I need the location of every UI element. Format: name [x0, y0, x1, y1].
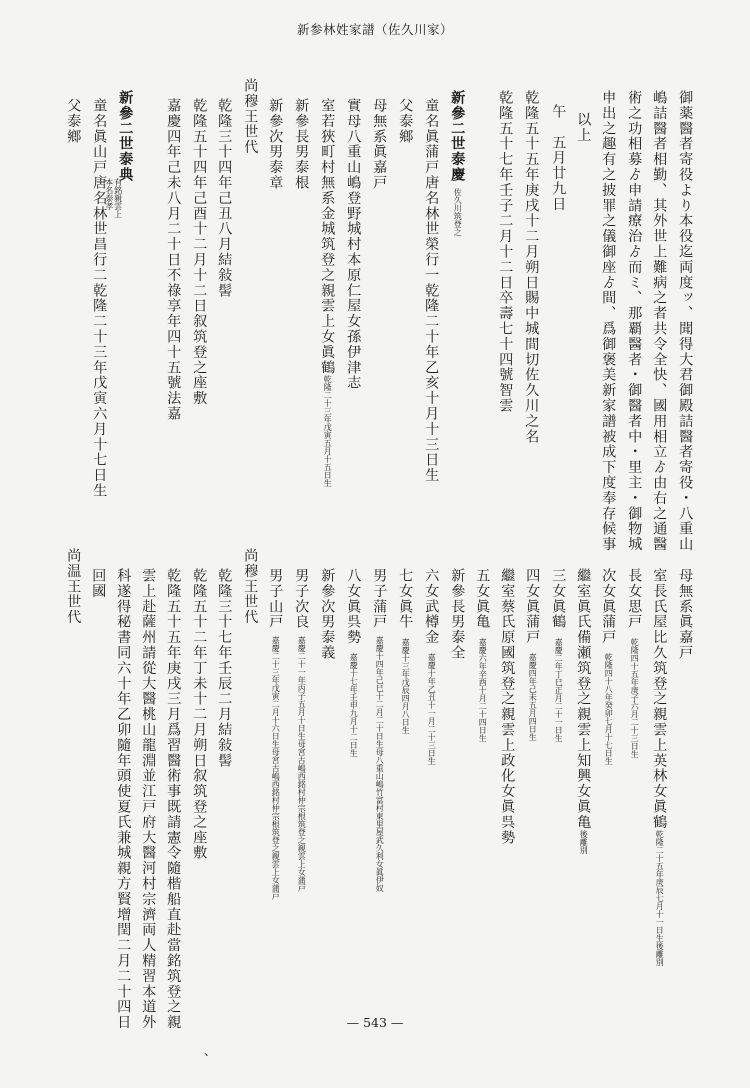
text-column	[424, 568, 438, 765]
text-column: 父泰鄉	[65, 98, 82, 145]
text-column: 乾隆五十七年壬子二月十二日卒壽七十四號智雲	[497, 90, 514, 414]
text-column: 嶋詰醫者相勤、其外世上難病之者共令全快、國用相立ゟ由右之通醫	[651, 90, 668, 552]
text-column	[398, 568, 412, 734]
child-text: 七女眞牛	[397, 568, 414, 630]
birth-note: 嘉慶四年己未五月四日生	[528, 653, 538, 741]
child-text: 男子次良	[293, 568, 310, 630]
text-column	[268, 568, 282, 900]
generation-heading: 新參二世泰典	[117, 90, 134, 183]
text-column: 乾隆五十五年庚戌三月爲習醫術事既請憲令隨楷船直赴當銘筑登之親	[165, 568, 182, 1030]
spouse-text: 繼室眞氏備瀬筑登之親雲上知興女眞亀	[575, 568, 592, 830]
text-column	[652, 568, 666, 966]
child-text: 次女眞蒲戸	[600, 568, 617, 645]
reign-heading: 尚温王世代	[65, 548, 82, 625]
heading-note-1: 有銘親雲上	[113, 178, 123, 218]
text-column: 乾隆五十五年庚戌十二月朔日賜中城間切佐久川之名	[523, 90, 540, 445]
text-column	[627, 568, 641, 758]
birth-note: 嘉慶二十三年戊寅二月十六日生母宮古嶋西銘村仲宗根筑登之親雲上女蒲戸	[271, 635, 281, 900]
birth-note: 乾隆四十五年庚子六月二十三日生	[630, 637, 640, 758]
birth-note: 嘉慶六年辛酉十月二十四日生	[478, 637, 488, 742]
text-column	[475, 568, 489, 742]
text-column: 雲上赴薩州請從大醫桃山龍淵並江戸府大醫河村宗濟両人精習本道外	[140, 568, 157, 1030]
page-header: 新参林姓家譜（佐久川家）	[296, 22, 453, 37]
text-column: 新參長男泰全	[449, 568, 466, 661]
page-number: — 543 —	[346, 1015, 404, 1030]
birth-note: 嘉慶十四年己巳十二月二十日生母八重山嶋竹富村東里屋武久利女眞伊奴	[375, 635, 385, 892]
child-text: 長女思戸	[626, 568, 643, 630]
text-column: 申出之趣有之披罪之儀御座ゟ間、爲御褒美新家譜被成下度奉存候事	[600, 90, 617, 552]
text-column: 新參次男泰章	[267, 98, 284, 191]
generation-heading	[450, 90, 464, 236]
text-column: 乾隆五十二年丁未十二月朔日叙筑登之座敷	[191, 568, 208, 861]
birth-note: 嘉慶二年丁巳正月二十一日生	[554, 637, 564, 742]
text-column	[576, 568, 590, 854]
date-column: 午 五月廿九日	[550, 104, 567, 212]
child-text: 男子山戸	[267, 568, 284, 630]
stray-mark: 、	[204, 1044, 217, 1058]
text-column: 母無系眞嘉戸	[371, 98, 388, 191]
text-column: 乾隆三十四年己丑八月結敍髻	[216, 98, 233, 299]
text-column: 術之功相募ゟ申請療治ゟ而ミ、那覇醫者・御醫者中・里主・御物城	[626, 90, 643, 552]
text-column: 母無系眞嘉戸	[677, 568, 694, 661]
text-column: 回國	[90, 568, 107, 599]
child-text: 五女眞亀	[474, 568, 491, 630]
text-column: 新參次男泰義	[319, 568, 336, 661]
child-text: 八女眞呉勢	[345, 568, 362, 645]
birth-note: 乾隆二十五年庚辰七月十一日生後離別	[655, 829, 665, 966]
child-text: 六女武樽金	[423, 568, 440, 645]
birth-note: 嘉慶二十一年丙子五月十日生母宮古嶋西銘村仲宗根筑登之親雲上女蒲戸	[297, 635, 307, 892]
text-column: 新參長男泰根	[293, 98, 310, 191]
reign-heading: 尚穆王世代	[242, 78, 259, 155]
text-column: 乾隆三十七年壬辰二月結敍髻	[216, 568, 233, 769]
text-column	[551, 568, 565, 742]
spouse-text: 室若狹町村無系金城筑登之親雲上女眞鶴	[319, 98, 336, 376]
child-text: 男子蒲戸	[371, 568, 388, 630]
heading-note: 佐久川筑登之	[453, 188, 463, 237]
spouse-text: 室長氏屋比久筑登之親雲上英林女眞鶴	[651, 568, 668, 830]
text-column	[346, 568, 360, 757]
text-column: 乾隆五十四年己酉十二月十二日叙筑登之座敷	[191, 98, 208, 406]
text-column: 童名眞蒲戸唐名林世榮行一乾隆二十年乙亥十月十三日生	[423, 98, 440, 483]
text-column	[525, 568, 539, 741]
birth-note: 嘉慶十年乙丑十一月二十三日生	[427, 653, 437, 765]
text-column: 嘉慶四年己未八月二十日不祿享年四十五號法嘉	[165, 98, 182, 422]
child-text: 三女眞鶴	[550, 568, 567, 630]
birth-note: 乾隆四十八年癸卯七月十七日生	[604, 653, 614, 765]
reign-heading: 尚穆王世代	[242, 548, 259, 625]
child-text: 四女眞蒲戸	[524, 568, 541, 645]
text-column: 御薬醫者寄役より本役迄両度ッ、聞得大君御殿詰醫者寄役・八重山	[677, 90, 694, 552]
text-column: 父泰鄉	[397, 98, 414, 145]
text-column: 以上	[575, 112, 592, 143]
birth-note: 乾隆二十三年戊寅五月十五日生	[323, 375, 333, 488]
heading-title: 新參二世泰慶	[449, 90, 466, 183]
text-column	[320, 98, 334, 487]
text-column: 實母八重山嶋登野城村本原仁屋女孫伊津志	[345, 98, 362, 391]
heading-note-2: 本名泰孝	[104, 178, 114, 210]
text-column: 童名眞山戸唐名林世昌行二乾隆二十三年戊寅六月十七日生	[91, 98, 108, 499]
birth-note: 嘉慶十七年壬申九月十二日生	[349, 653, 359, 757]
text-column: 繼室蔡氏原國筑登之親雲上政化女眞呉勢	[499, 568, 516, 846]
birth-note: 嘉慶十三年戊辰四月八日生	[401, 637, 411, 734]
text-column	[294, 568, 308, 892]
note: 後離別	[579, 829, 589, 854]
text-column	[601, 568, 615, 765]
text-column	[372, 568, 386, 892]
text-column: 科遂得秘書同六十年乙卯隨年頭使夏氏兼城親方賢增閏二月二十四日	[115, 568, 132, 1030]
